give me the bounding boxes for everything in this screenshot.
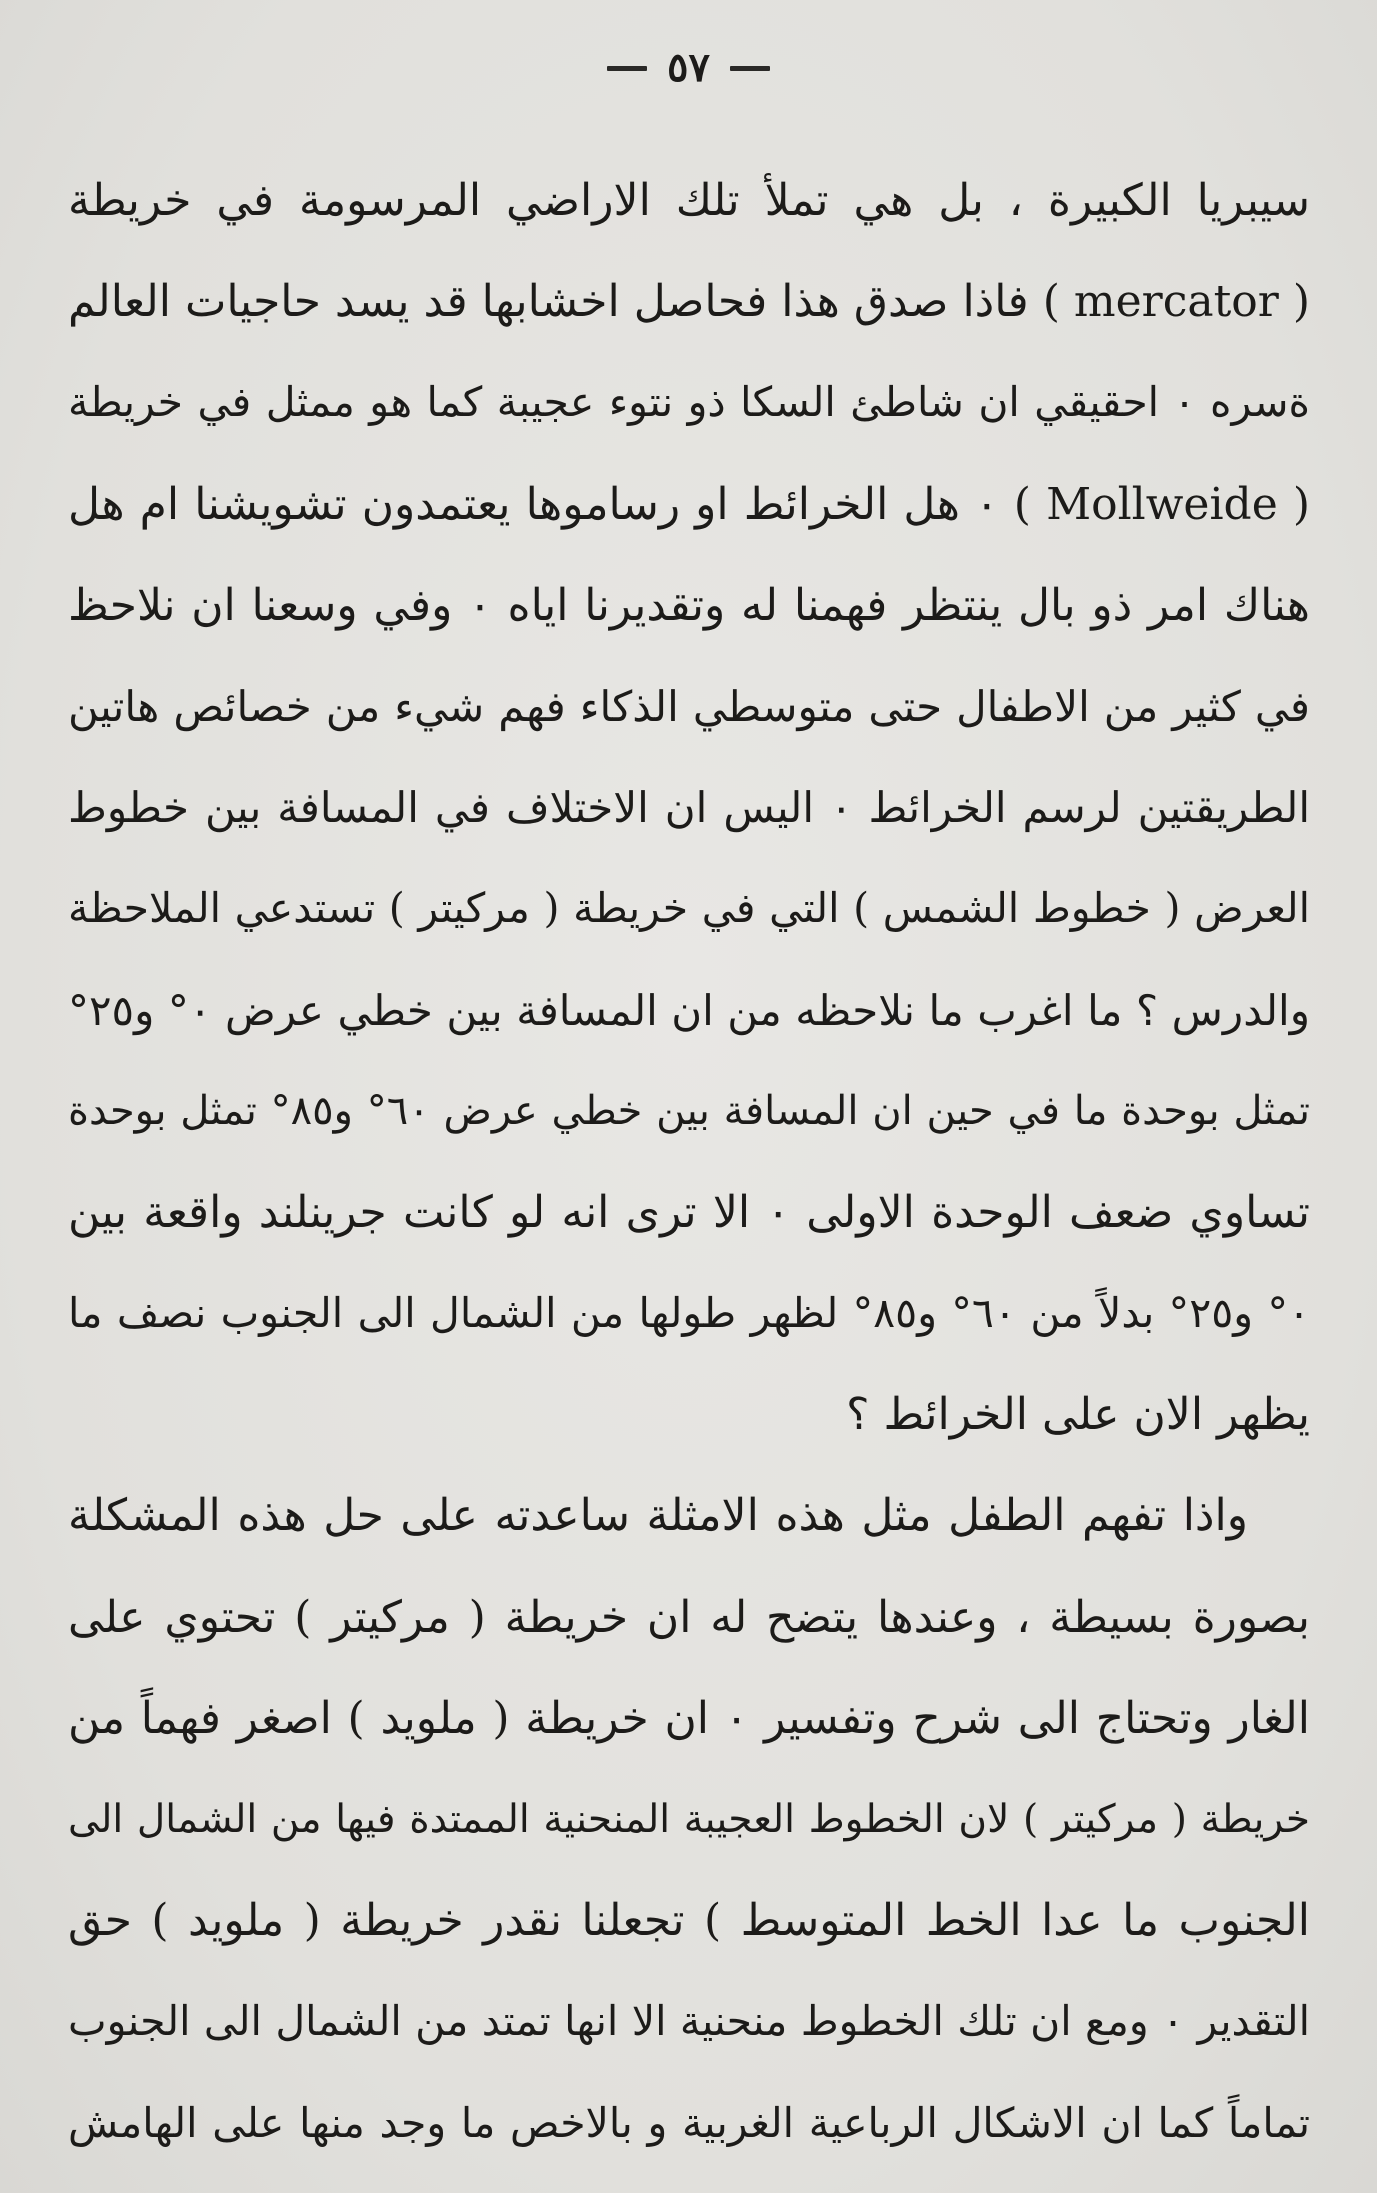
text-line: ( mercator ) فاذا صدق هذا فحاصل اخشابها قد يسد حاجيات العالم bbox=[68, 276, 1310, 328]
right-dash-ornament bbox=[730, 66, 770, 71]
text-line: التقدير ٠ ومع ان تلك الخطوط منحنية الا انها تمتد من الشمال الى الجنوب bbox=[68, 1997, 1310, 2046]
text-line: ةسره ٠ احقيقي ان شاطئ السكا ذو نتوء عجيبة كما هو ممثل في خريطة bbox=[68, 378, 1310, 427]
text-line: ٠° و٢٥° بدلاً من ٦٠° و٨٥° لظهر طولها من الشمال الى الجنوب نصف ما bbox=[68, 1289, 1310, 1338]
text-line: هناك امر ذو بال ينتظر فهمنا له وتقديرنا اياه ٠ وفي وسعنا ان نلاحظ bbox=[68, 579, 1310, 631]
text-line: الغار وتحتاج الى شرح وتفسير ٠ ان خريطة ( ملويد ) اصغر فهماً من bbox=[68, 1692, 1310, 1744]
text-line: تساوي ضعف الوحدة الاولى ٠ الا ترى انه لو كانت جرينلند واقعة بين bbox=[68, 1186, 1310, 1238]
page-number-group bbox=[607, 44, 770, 91]
text-line: خريطة ( مركيتر ) لان الخطوط العجيبة المنحنية الممتدة فيها من الشمال الى bbox=[68, 1797, 1310, 1842]
text-line: ( Mollweide ) ٠ هل الخرائط او رساموها يعتمدون تشويشنا ام هل bbox=[68, 478, 1310, 530]
text-line: والدرس ؟ ما اغرب ما نلاحظه من ان المسافة بين خطي عرض ٠° و٢٥° bbox=[68, 985, 1310, 1035]
text-line: سيبريا الكبيرة ، بل هي تملأ تلك الاراضي المرسومة في خريطة bbox=[68, 175, 1310, 226]
text-line: العرض ( خطوط الشمس ) التي في خريطة ( مركيتر ) تستدعي الملاحظة bbox=[68, 884, 1310, 933]
text-line: الجنوب ما عدا الخط المتوسط ) تجعلنا نقدر خريطة ( ملويد ) حق bbox=[68, 1895, 1310, 1947]
text-line: تمثل بوحدة ما في حين ان المسافة بين خطي عرض ٦٠° و٨٥° تمثل بوحدة bbox=[68, 1087, 1310, 1134]
text-line: يظهر الان على الخرائط ؟ bbox=[846, 1389, 1310, 1441]
text-line: الطريقتين لرسم الخرائط ٠ اليس ان الاختلاف في المسافة بين خطوط bbox=[68, 783, 1310, 833]
page-header bbox=[0, 38, 1377, 98]
page-number: ٥٧ bbox=[667, 44, 710, 91]
text-line: تماماً كما ان الاشكال الرباعية الغربية و بالاخص ما وجد منها على الهامش bbox=[68, 2098, 1310, 2147]
body-text bbox=[68, 150, 1310, 2174]
text-line: بصورة بسيطة ، وعندها يتضح له ان خريطة ( مركيتر ) تحتوي على bbox=[68, 1591, 1310, 1643]
left-dash-ornament bbox=[607, 66, 647, 71]
paragraph-1 bbox=[68, 150, 1310, 1465]
paragraph-2 bbox=[68, 1465, 1310, 2173]
text-line: واذا تفهم الطفل مثل هذه الامثلة ساعدته على حل هذه المشكلة bbox=[68, 1490, 1249, 1542]
text-line: في كثير من الاطفال حتى متوسطي الذكاء فهم شيء من خصائص هاتين bbox=[68, 681, 1310, 731]
